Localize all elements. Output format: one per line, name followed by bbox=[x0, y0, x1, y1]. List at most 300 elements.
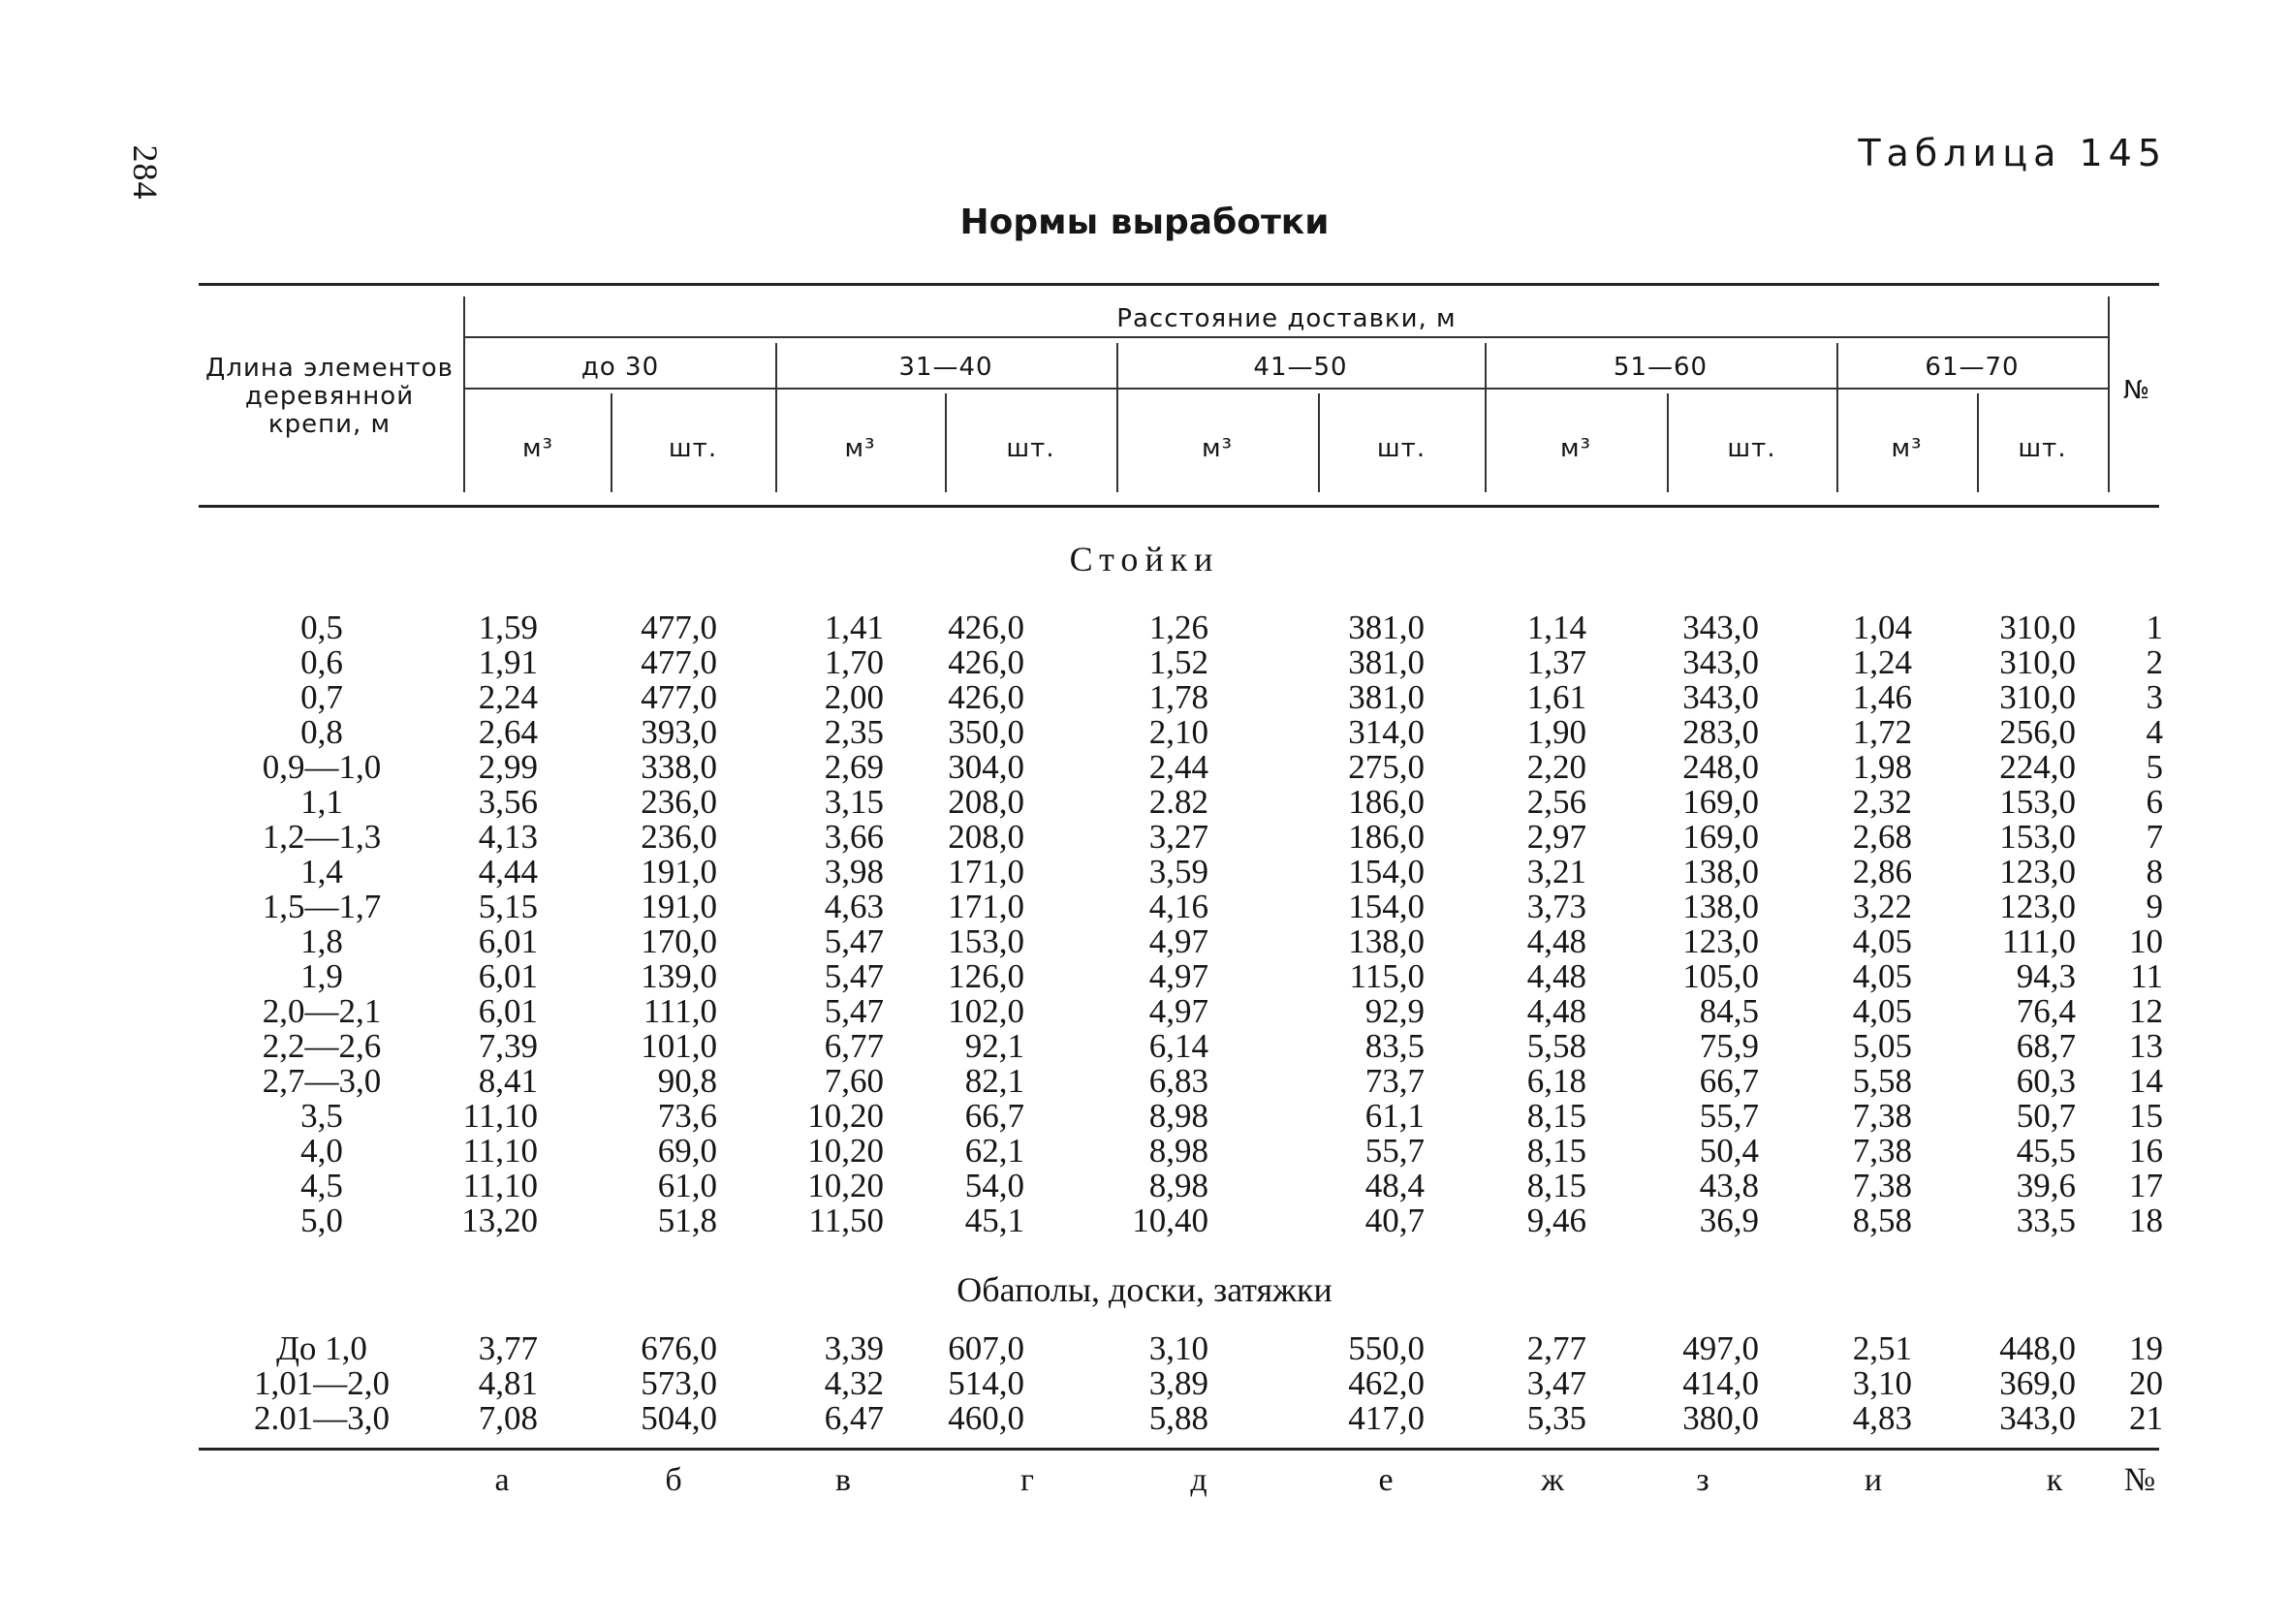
unit-divider bbox=[945, 393, 947, 492]
value-m3: 5,47 bbox=[824, 992, 884, 1030]
value-pcs: 381,0 bbox=[1348, 678, 1425, 716]
value-m3: 1,78 bbox=[1148, 678, 1208, 716]
value-pcs: 55,7 bbox=[1699, 1097, 1759, 1135]
value-pcs: 111,0 bbox=[2001, 922, 2076, 960]
value-m3: 2,56 bbox=[1526, 783, 1586, 821]
unit-divider bbox=[611, 393, 612, 492]
value-m3: 1,41 bbox=[824, 609, 884, 646]
value-m3: 2,44 bbox=[1148, 748, 1208, 786]
value-m3: 4,97 bbox=[1148, 957, 1208, 995]
value-m3: 4,32 bbox=[824, 1364, 884, 1402]
value-pcs: 62,1 bbox=[964, 1132, 1024, 1170]
value-pcs: 153,0 bbox=[1999, 818, 2076, 856]
value-pcs: 191,0 bbox=[641, 853, 717, 890]
table-row bbox=[0, 785, 2289, 820]
value-m3: 1,70 bbox=[824, 643, 884, 681]
value-m3: 5,58 bbox=[1852, 1062, 1912, 1100]
value-pcs: 310,0 bbox=[1999, 643, 2076, 681]
value-m3: 6,01 bbox=[478, 922, 538, 960]
value-m3: 1,61 bbox=[1526, 678, 1586, 716]
value-pcs: 123,0 bbox=[1999, 888, 2076, 925]
range-header: до 30 bbox=[580, 353, 660, 382]
value-pcs: 153,0 bbox=[948, 922, 1024, 960]
value-m3: 8,41 bbox=[478, 1062, 538, 1100]
section-title: Обаполы, доски, затяжки bbox=[956, 1270, 1333, 1309]
value-pcs: 350,0 bbox=[948, 713, 1024, 751]
value-pcs: 105,0 bbox=[1682, 957, 1759, 995]
column-letter: з bbox=[1696, 1462, 1709, 1498]
value-m3: 11,50 bbox=[808, 1202, 884, 1239]
value-pcs: 426,0 bbox=[948, 643, 1024, 681]
value-m3: 4,13 bbox=[478, 818, 538, 856]
value-pcs: 304,0 bbox=[948, 748, 1024, 786]
value-pcs: 48,4 bbox=[1364, 1167, 1425, 1204]
row-number: 20 bbox=[2129, 1364, 2163, 1402]
value-m3: 1,59 bbox=[478, 609, 538, 646]
value-pcs: 248,0 bbox=[1682, 748, 1759, 786]
row-number: 4 bbox=[2146, 713, 2163, 751]
column-letter: д bbox=[1190, 1462, 1207, 1498]
value-pcs: 497,0 bbox=[1682, 1329, 1759, 1367]
value-pcs: 208,0 bbox=[948, 818, 1024, 856]
value-m3: 1,26 bbox=[1148, 609, 1208, 646]
row-length: 1,2—1,3 bbox=[262, 818, 382, 856]
range-divider bbox=[775, 343, 777, 492]
value-m3: 8,98 bbox=[1148, 1132, 1208, 1170]
value-m3: 7,38 bbox=[1852, 1132, 1912, 1170]
row-number: 3 bbox=[2146, 678, 2163, 716]
value-m3: 7,39 bbox=[478, 1027, 538, 1065]
value-m3: 2.82 bbox=[1148, 783, 1208, 821]
value-m3: 11,10 bbox=[462, 1167, 538, 1204]
page-number: 284 bbox=[126, 144, 165, 201]
value-m3: 3,10 bbox=[1852, 1364, 1912, 1402]
value-pcs: 33,5 bbox=[2016, 1202, 2076, 1239]
value-pcs: 477,0 bbox=[641, 609, 717, 646]
row-number: 21 bbox=[2129, 1399, 2163, 1437]
row-length: 0,7 bbox=[300, 678, 343, 716]
value-m3: 8,98 bbox=[1148, 1167, 1208, 1204]
table-row bbox=[0, 1134, 2289, 1169]
value-pcs: 191,0 bbox=[641, 888, 717, 925]
value-m3: 4,81 bbox=[478, 1364, 538, 1402]
row-length: 0,9—1,0 bbox=[262, 748, 382, 786]
header-bottom-rule bbox=[199, 505, 2159, 508]
value-m3: 4,05 bbox=[1852, 957, 1912, 995]
row-length: 4,5 bbox=[300, 1167, 343, 1204]
row-length: 1,1 bbox=[300, 783, 343, 821]
table-row bbox=[0, 1331, 2289, 1366]
value-pcs: 186,0 bbox=[1348, 783, 1425, 821]
value-m3: 5,88 bbox=[1148, 1399, 1208, 1437]
value-pcs: 676,0 bbox=[641, 1329, 717, 1367]
value-m3: 4,97 bbox=[1148, 922, 1208, 960]
row-number: 10 bbox=[2129, 922, 2163, 960]
value-m3: 1,46 bbox=[1852, 678, 1912, 716]
footer-top-rule bbox=[199, 1448, 2159, 1451]
row-number: 15 bbox=[2129, 1097, 2163, 1135]
value-m3: 6,77 bbox=[824, 1027, 884, 1065]
range-divider bbox=[1116, 343, 1118, 492]
value-m3: 3,73 bbox=[1526, 888, 1586, 925]
value-pcs: 607,0 bbox=[948, 1329, 1024, 1367]
value-m3: 2,32 bbox=[1852, 783, 1912, 821]
value-m3: 5,47 bbox=[824, 922, 884, 960]
unit-m3-header: м³ bbox=[1201, 434, 1234, 463]
row-length: 0,5 bbox=[300, 609, 343, 646]
value-m3: 2,00 bbox=[824, 678, 884, 716]
row-number: 18 bbox=[2129, 1202, 2163, 1239]
value-m3: 8,15 bbox=[1526, 1097, 1586, 1135]
value-m3: 2,10 bbox=[1148, 713, 1208, 751]
value-pcs: 462,0 bbox=[1348, 1364, 1425, 1402]
value-pcs: 51,8 bbox=[657, 1202, 717, 1239]
value-m3: 1,90 bbox=[1526, 713, 1586, 751]
value-pcs: 224,0 bbox=[1999, 748, 2076, 786]
value-m3: 2,99 bbox=[478, 748, 538, 786]
value-pcs: 84,5 bbox=[1699, 992, 1759, 1030]
value-pcs: 45,1 bbox=[964, 1202, 1024, 1239]
value-pcs: 208,0 bbox=[948, 783, 1024, 821]
value-pcs: 170,0 bbox=[641, 922, 717, 960]
column-letter: б bbox=[665, 1462, 682, 1498]
value-m3: 3,21 bbox=[1526, 853, 1586, 890]
value-pcs: 153,0 bbox=[1999, 783, 2076, 821]
value-m3: 8,98 bbox=[1148, 1097, 1208, 1135]
value-m3: 2,64 bbox=[478, 713, 538, 751]
value-m3: 5,35 bbox=[1526, 1399, 1586, 1437]
value-m3: 3,66 bbox=[824, 818, 884, 856]
header-divider-left bbox=[463, 297, 465, 492]
value-m3: 5,05 bbox=[1852, 1027, 1912, 1065]
value-m3: 3,22 bbox=[1852, 888, 1912, 925]
value-pcs: 40,7 bbox=[1364, 1202, 1425, 1239]
value-m3: 3,98 bbox=[824, 853, 884, 890]
value-m3: 1,37 bbox=[1526, 643, 1586, 681]
value-m3: 13,20 bbox=[461, 1202, 538, 1239]
value-m3: 6,47 bbox=[824, 1399, 884, 1437]
row-number: 8 bbox=[2146, 853, 2163, 890]
unit-m3-header: м³ bbox=[1891, 434, 1923, 463]
unit-divider bbox=[1667, 393, 1669, 492]
row-length: 0,8 bbox=[300, 713, 343, 751]
row-length: 1,9 bbox=[300, 957, 343, 995]
value-pcs: 171,0 bbox=[948, 853, 1024, 890]
value-pcs: 82,1 bbox=[964, 1062, 1024, 1100]
table-row bbox=[0, 680, 2289, 715]
value-m3: 4,63 bbox=[824, 888, 884, 925]
value-pcs: 169,0 bbox=[1682, 818, 1759, 856]
row-length: 2,7—3,0 bbox=[262, 1062, 382, 1100]
table-row bbox=[0, 610, 2289, 645]
value-pcs: 126,0 bbox=[948, 957, 1024, 995]
table-row bbox=[0, 1064, 2289, 1099]
value-m3: 1,91 bbox=[478, 643, 538, 681]
value-pcs: 236,0 bbox=[641, 818, 717, 856]
unit-pcs-header: шт. bbox=[2018, 434, 2067, 463]
value-pcs: 43,8 bbox=[1699, 1167, 1759, 1204]
row-length: 2,2—2,6 bbox=[262, 1027, 382, 1065]
column-letter: а bbox=[494, 1462, 510, 1498]
value-pcs: 314,0 bbox=[1348, 713, 1425, 751]
row-length: 3,5 bbox=[300, 1097, 343, 1135]
value-pcs: 76,4 bbox=[2016, 992, 2076, 1030]
value-pcs: 73,6 bbox=[657, 1097, 717, 1135]
table-row bbox=[0, 890, 2289, 924]
range-header: 31—40 bbox=[898, 353, 993, 382]
value-m3: 3,89 bbox=[1148, 1364, 1208, 1402]
column-letter: к bbox=[2046, 1462, 2063, 1498]
value-pcs: 343,0 bbox=[1682, 678, 1759, 716]
row-length: 1,01—2,0 bbox=[254, 1364, 390, 1402]
value-pcs: 102,0 bbox=[948, 992, 1024, 1030]
value-pcs: 60,3 bbox=[2016, 1062, 2076, 1100]
value-pcs: 123,0 bbox=[1999, 853, 2076, 890]
value-pcs: 61,0 bbox=[657, 1167, 717, 1204]
row-number: 1 bbox=[2146, 609, 2163, 646]
row-length: 1,5—1,7 bbox=[262, 888, 382, 925]
value-m3: 3,15 bbox=[824, 783, 884, 821]
value-m3: 2,35 bbox=[824, 713, 884, 751]
row-length: 1,4 bbox=[300, 853, 343, 890]
value-m3: 2,69 bbox=[824, 748, 884, 786]
value-m3: 7,60 bbox=[824, 1062, 884, 1100]
value-m3: 5,15 bbox=[478, 888, 538, 925]
row-number: 11 bbox=[2130, 957, 2163, 995]
row-number: 6 bbox=[2146, 783, 2163, 821]
table-row bbox=[0, 924, 2289, 959]
value-pcs: 83,5 bbox=[1364, 1027, 1425, 1065]
table-row bbox=[0, 1401, 2289, 1436]
value-m3: 11,10 bbox=[462, 1097, 538, 1135]
value-pcs: 55,7 bbox=[1364, 1132, 1425, 1170]
value-pcs: 380,0 bbox=[1682, 1399, 1759, 1437]
value-pcs: 75,9 bbox=[1699, 1027, 1759, 1065]
column-letter: в bbox=[834, 1462, 852, 1498]
value-m3: 6,18 bbox=[1526, 1062, 1586, 1100]
unit-pcs-header: шт. bbox=[1376, 434, 1427, 463]
value-pcs: 504,0 bbox=[641, 1399, 717, 1437]
header-divider-right bbox=[2108, 297, 2110, 492]
unit-m3-header: м³ bbox=[521, 434, 554, 463]
row-length: 5,0 bbox=[300, 1202, 343, 1239]
row-number: 7 bbox=[2146, 818, 2163, 856]
value-pcs: 123,0 bbox=[1682, 922, 1759, 960]
value-m3: 8,58 bbox=[1852, 1202, 1912, 1239]
unit-pcs-header: шт. bbox=[1727, 434, 1776, 463]
value-pcs: 310,0 bbox=[1999, 609, 2076, 646]
value-m3: 6,14 bbox=[1148, 1027, 1208, 1065]
value-m3: 4,44 bbox=[478, 853, 538, 890]
value-pcs: 73,7 bbox=[1364, 1062, 1425, 1100]
value-pcs: 101,0 bbox=[641, 1027, 717, 1065]
value-pcs: 310,0 bbox=[1999, 678, 2076, 716]
column-letter: г bbox=[1020, 1462, 1034, 1498]
value-m3: 2,20 bbox=[1526, 748, 1586, 786]
value-pcs: 54,0 bbox=[964, 1167, 1024, 1204]
row-number: 16 bbox=[2129, 1132, 2163, 1170]
row-length: 2,0—2,1 bbox=[262, 992, 382, 1030]
value-m3: 4,97 bbox=[1148, 992, 1208, 1030]
value-pcs: 139,0 bbox=[641, 957, 717, 995]
row-label-line: крепи, м bbox=[267, 410, 392, 439]
value-pcs: 275,0 bbox=[1348, 748, 1425, 786]
value-m3: 10,20 bbox=[807, 1132, 884, 1170]
value-m3: 11,10 bbox=[462, 1132, 538, 1170]
value-pcs: 426,0 bbox=[948, 678, 1024, 716]
table-row bbox=[0, 1366, 2289, 1401]
value-pcs: 381,0 bbox=[1348, 609, 1425, 646]
distance-underline bbox=[465, 336, 2108, 338]
value-m3: 3,27 bbox=[1148, 818, 1208, 856]
value-m3: 4,05 bbox=[1852, 992, 1912, 1030]
table-title: Нормы выработки bbox=[959, 203, 1330, 242]
value-m3: 2,51 bbox=[1852, 1329, 1912, 1367]
value-pcs: 393,0 bbox=[641, 713, 717, 751]
value-m3: 4,83 bbox=[1852, 1399, 1912, 1437]
value-pcs: 426,0 bbox=[948, 609, 1024, 646]
value-pcs: 186,0 bbox=[1348, 818, 1425, 856]
table-row bbox=[0, 1099, 2289, 1134]
table-row bbox=[0, 1203, 2289, 1238]
value-pcs: 414,0 bbox=[1682, 1364, 1759, 1402]
value-m3: 1,98 bbox=[1852, 748, 1912, 786]
row-number: 19 bbox=[2129, 1329, 2163, 1367]
value-m3: 5,47 bbox=[824, 957, 884, 995]
value-pcs: 514,0 bbox=[948, 1364, 1024, 1402]
range-divider bbox=[1836, 343, 1838, 492]
distance-header: Расстояние доставки, м bbox=[1116, 304, 1457, 333]
column-letter: ж bbox=[1541, 1462, 1564, 1498]
value-m3: 1,14 bbox=[1526, 609, 1586, 646]
row-length: 2.01—3,0 bbox=[254, 1399, 390, 1437]
value-pcs: 550,0 bbox=[1348, 1329, 1425, 1367]
value-m3: 3,77 bbox=[478, 1329, 538, 1367]
row-length: 4,0 bbox=[300, 1132, 343, 1170]
value-pcs: 236,0 bbox=[641, 783, 717, 821]
value-m3: 1,52 bbox=[1148, 643, 1208, 681]
range-header: 41—50 bbox=[1253, 353, 1348, 382]
value-pcs: 39,6 bbox=[2016, 1167, 2076, 1204]
table-row bbox=[0, 645, 2289, 680]
value-m3: 5,58 bbox=[1526, 1027, 1586, 1065]
value-pcs: 460,0 bbox=[948, 1399, 1024, 1437]
table-row bbox=[0, 750, 2289, 785]
column-letter: и bbox=[1864, 1462, 1883, 1498]
value-m3: 2,77 bbox=[1526, 1329, 1586, 1367]
row-length: 0,6 bbox=[300, 643, 343, 681]
unit-divider bbox=[1318, 393, 1320, 492]
value-m3: 4,16 bbox=[1148, 888, 1208, 925]
value-pcs: 92,9 bbox=[1364, 992, 1425, 1030]
range-divider bbox=[1485, 343, 1487, 492]
value-m3: 8,15 bbox=[1526, 1167, 1586, 1204]
row-number: 14 bbox=[2129, 1062, 2163, 1100]
value-m3: 10,40 bbox=[1132, 1202, 1208, 1239]
value-pcs: 69,0 bbox=[657, 1132, 717, 1170]
value-pcs: 154,0 bbox=[1348, 888, 1425, 925]
value-m3: 1,04 bbox=[1852, 609, 1912, 646]
value-pcs: 115,0 bbox=[1349, 957, 1425, 995]
value-pcs: 66,7 bbox=[1699, 1062, 1759, 1100]
value-pcs: 50,4 bbox=[1699, 1132, 1759, 1170]
value-pcs: 283,0 bbox=[1682, 713, 1759, 751]
value-m3: 3,59 bbox=[1148, 853, 1208, 890]
value-m3: 3,56 bbox=[478, 783, 538, 821]
value-m3: 7,38 bbox=[1852, 1167, 1912, 1204]
value-pcs: 90,8 bbox=[657, 1062, 717, 1100]
value-pcs: 138,0 bbox=[1682, 888, 1759, 925]
value-pcs: 573,0 bbox=[641, 1364, 717, 1402]
unit-m3-header: м³ bbox=[844, 434, 876, 463]
column-letter-row bbox=[0, 1461, 2289, 1500]
value-m3: 7,08 bbox=[478, 1399, 538, 1437]
value-m3: 8,15 bbox=[1526, 1132, 1586, 1170]
value-m3: 4,48 bbox=[1526, 922, 1586, 960]
unit-m3-header: м³ bbox=[1559, 434, 1592, 463]
row-label-header bbox=[194, 355, 465, 439]
value-pcs: 338,0 bbox=[641, 748, 717, 786]
value-m3: 1,72 bbox=[1852, 713, 1912, 751]
table-row bbox=[0, 994, 2289, 1029]
value-m3: 4,48 bbox=[1526, 957, 1586, 995]
value-pcs: 138,0 bbox=[1682, 853, 1759, 890]
table-row bbox=[0, 959, 2289, 994]
column-letter-number: № bbox=[2123, 1462, 2156, 1498]
row-number: 9 bbox=[2146, 888, 2163, 925]
value-pcs: 138,0 bbox=[1348, 922, 1425, 960]
table-row bbox=[0, 715, 2289, 750]
value-pcs: 50,7 bbox=[2016, 1097, 2076, 1135]
section-title: Стойки bbox=[1069, 540, 1220, 578]
table-row bbox=[0, 820, 2289, 855]
row-number: 12 bbox=[2129, 992, 2163, 1030]
value-m3: 1,24 bbox=[1852, 643, 1912, 681]
value-m3: 2,68 bbox=[1852, 818, 1912, 856]
value-m3: 10,20 bbox=[807, 1167, 884, 1204]
value-m3: 6,01 bbox=[478, 992, 538, 1030]
value-m3: 4,05 bbox=[1852, 922, 1912, 960]
unit-divider bbox=[1977, 393, 1979, 492]
number-header: № bbox=[2122, 376, 2151, 405]
value-pcs: 66,7 bbox=[964, 1097, 1024, 1135]
value-pcs: 169,0 bbox=[1682, 783, 1759, 821]
value-pcs: 111,0 bbox=[643, 992, 717, 1030]
value-m3: 2,24 bbox=[478, 678, 538, 716]
value-pcs: 448,0 bbox=[1999, 1329, 2076, 1367]
value-m3: 2,86 bbox=[1852, 853, 1912, 890]
value-pcs: 154,0 bbox=[1348, 853, 1425, 890]
value-m3: 10,20 bbox=[807, 1097, 884, 1135]
value-m3: 2,97 bbox=[1526, 818, 1586, 856]
value-pcs: 45,5 bbox=[2016, 1132, 2076, 1170]
value-m3: 3,47 bbox=[1526, 1364, 1586, 1402]
row-number: 5 bbox=[2146, 748, 2163, 786]
value-pcs: 477,0 bbox=[641, 678, 717, 716]
row-number: 2 bbox=[2146, 643, 2163, 681]
unit-pcs-header: шт. bbox=[1006, 434, 1055, 463]
value-pcs: 343,0 bbox=[1682, 643, 1759, 681]
value-pcs: 381,0 bbox=[1348, 643, 1425, 681]
value-m3: 4,48 bbox=[1526, 992, 1586, 1030]
unit-pcs-header: шт. bbox=[668, 434, 718, 463]
value-pcs: 477,0 bbox=[641, 643, 717, 681]
table-row bbox=[0, 1029, 2289, 1064]
column-letter: е bbox=[1378, 1462, 1394, 1498]
value-m3: 7,38 bbox=[1852, 1097, 1912, 1135]
value-pcs: 171,0 bbox=[948, 888, 1024, 925]
value-pcs: 369,0 bbox=[1999, 1364, 2076, 1402]
